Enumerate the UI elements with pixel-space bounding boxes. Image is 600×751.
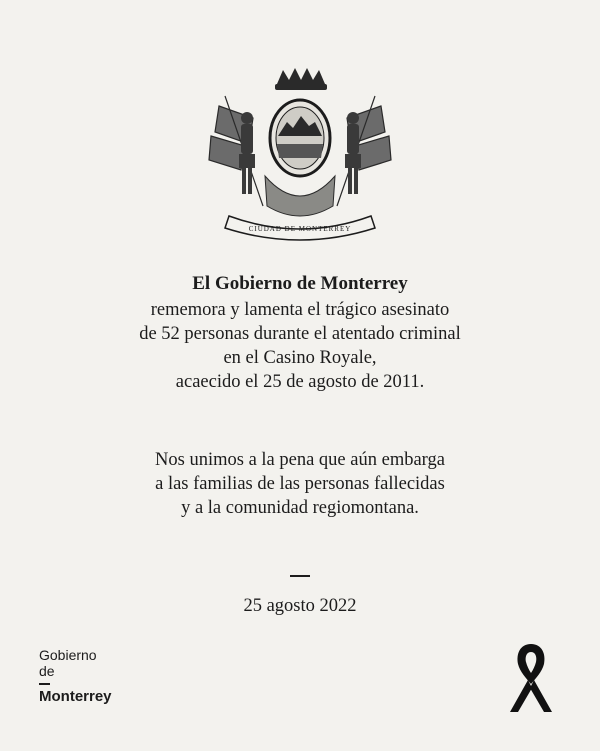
paragraph-1-line: de 52 personas durante el atentado criminal [139, 324, 461, 344]
paragraph-1-line: en el Casino Royale, [223, 348, 377, 368]
logo-line-3: Monterrey [39, 687, 112, 705]
paragraph-1-line: rememora y lamenta el trágico asesinato [150, 300, 450, 320]
separator-dash [290, 575, 310, 577]
headline: El Gobierno de Monterrey [192, 273, 408, 294]
paragraph-2-line: Nos unimos a la pena que aún embarga [155, 450, 445, 470]
gobierno-logo [39, 647, 112, 705]
paragraph-2 [0, 448, 600, 520]
paragraph-2-line: y a la comunidad regiomontana. [181, 498, 419, 518]
paragraph-1-line: acaecido el 25 de agosto de 2011. [175, 372, 425, 392]
crest-motto: CIUDAD DE MONTERREY [248, 225, 352, 233]
mourning-ribbon-icon [506, 640, 556, 715]
logo-line-2: de [39, 663, 55, 679]
date: 25 agosto 2022 [243, 596, 357, 616]
logo-bar [39, 683, 50, 685]
paragraph-2-line: a las familias de las personas fallecidas [155, 474, 445, 494]
paragraph-1 [0, 298, 600, 394]
coat-of-arms-icon [205, 66, 395, 244]
logo-line-1: Gobierno [39, 647, 97, 663]
